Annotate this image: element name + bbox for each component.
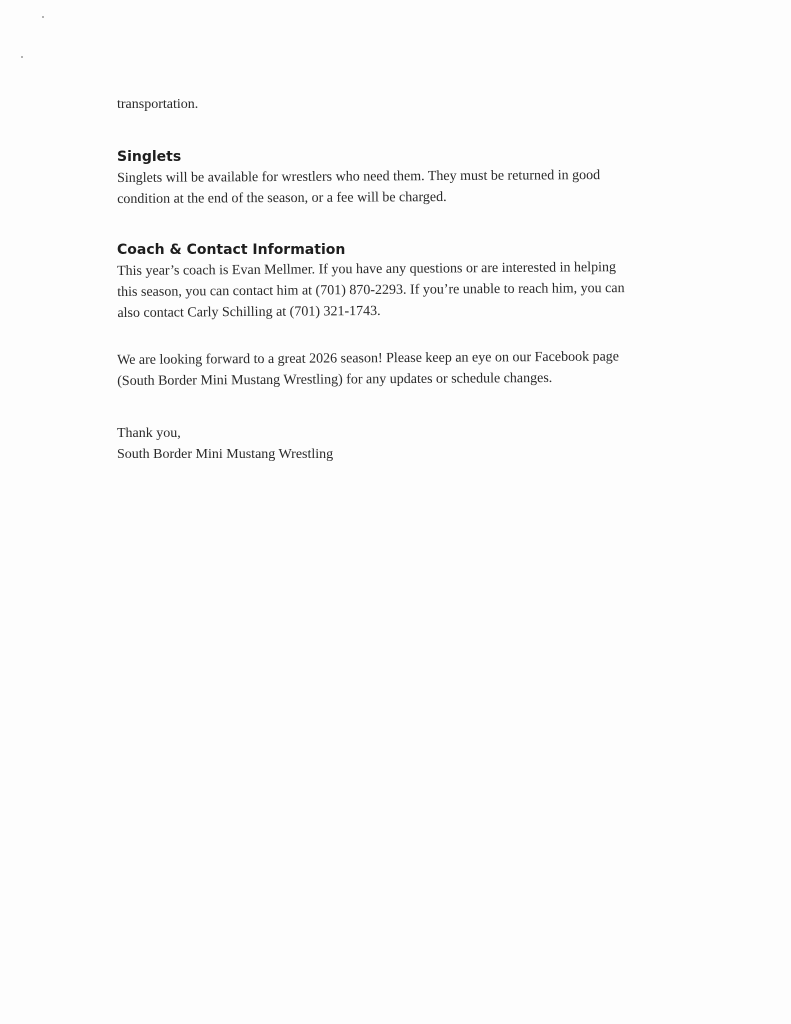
salutation: Thank you,: [117, 426, 181, 441]
closing-paragraph: [117, 346, 619, 392]
text-line: Singlets will be available for wrestlers who need them. They must be returned in good: [117, 168, 601, 186]
text-line: this season, you can contact him at (701) 870-2293. If you’re unable to reach him, you can: [117, 281, 625, 300]
scan-speck: [42, 16, 44, 18]
text-line: condition at the end of the season, or a fee will be charged.: [117, 189, 447, 207]
text-line: We are looking forward to a great 2026 season! Please keep an eye on our Facebook page: [117, 349, 620, 368]
coach-contact-heading: Coach & Contact Information: [117, 242, 346, 258]
signoff-block: [117, 423, 333, 465]
text-line: transportation.: [117, 97, 199, 112]
coach-contact-paragraph: [117, 257, 625, 324]
scan-speck: [21, 56, 23, 58]
text-line: also contact Carly Schilling at (701) 321-1743.: [117, 303, 381, 321]
continuation-text: [117, 94, 198, 115]
text-line: (South Border Mini Mustang Wrestling) for any updates or schedule changes.: [117, 370, 553, 389]
signature: South Border Mini Mustang Wrestling: [117, 447, 334, 462]
singlets-paragraph: [117, 165, 600, 210]
singlets-heading: Singlets: [117, 149, 182, 165]
text-line: This year’s coach is Evan Mellmer. If you have any questions or are interested in helping: [117, 260, 617, 279]
